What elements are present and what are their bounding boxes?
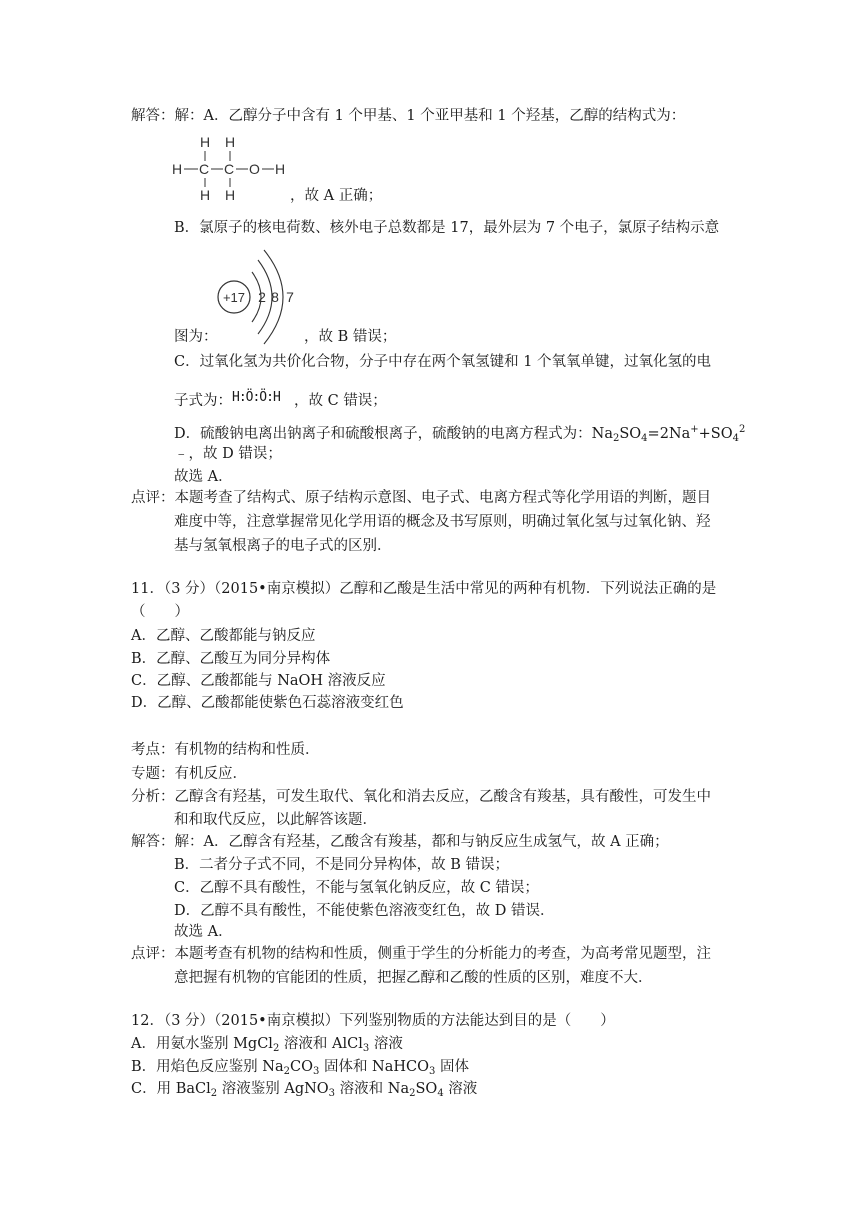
q11-review-line1: 点评：本题考查有机物的结构和性质，侧重于学生的分析能力的考查，为高考常见题型，注: [131, 946, 711, 962]
formula-h-top-2: H: [225, 134, 236, 150]
s10-answer-choice: 故选 A．: [174, 469, 233, 485]
q11-review-line2: 意把握有机物的官能团的性质，把握乙醇和乙酸的性质的区别，难度不大．: [174, 970, 653, 986]
formula-h-top-1: H: [200, 134, 211, 150]
q11-option-b: B．乙醇、乙酸互为同分异构体: [131, 651, 331, 667]
q11-stem: 11．（3 分）（2015•南京模拟）乙醇和乙酸是生活中常见的两种有机物．下列说法正确的是: [131, 581, 717, 597]
s10-answer-b-conclusion: ，故 B 错误；: [304, 329, 397, 345]
s10-answer-d-text: D．硫酸钠电离出钠离子和硫酸根离子，硫酸钠的电离方程式为：: [174, 426, 592, 442]
shell-electrons-2: 8: [271, 289, 279, 305]
s10-answer-c-line1: C．过氧化氢为共价化合物，分子中存在两个氧氢键和 1 个氧氧单键，过氧化氢的电: [174, 354, 712, 370]
s10-answer-c-conclusion: ，故 C 错误；: [294, 393, 387, 409]
q12-stem: 12．（3 分）（2015•南京模拟）下列鉴别物质的方法能达到目的是（ ）: [131, 1013, 615, 1029]
q11-kaodian: 考点：有机物的结构和性质．: [131, 742, 320, 758]
q11-option-a: A．乙醇、乙酸都能与钠反应: [131, 628, 316, 644]
q11-zhuanti: 专题：有机反应．: [131, 766, 247, 782]
shell-electrons-3: 7: [286, 289, 294, 305]
s10-answer-b-prefix: 图为：: [174, 329, 218, 345]
q11-solution-line4: D．乙醇不具有酸性，不能使紫色溶液变红色，故 D 错误．: [174, 903, 555, 919]
q11-solution-choice: 故选 A．: [174, 924, 233, 940]
q11-solution-line2: B．二者分子式不同，不是同分异构体，故 B 错误；: [174, 857, 510, 873]
s10-review-line2: 难度中等，注意掌握常见化学用语的概念及书写原则，明确过氧化氢与过氧化钠、羟: [174, 514, 711, 530]
s10-answer-d-line1: [174, 424, 745, 444]
s10-review-line1: 点评：本题考查了结构式、原子结构示意图、电子式、电离方程式等化学用语的判断，题目: [131, 490, 711, 506]
s10-answer-b-line1: B．氯原子的核电荷数、核外电子总数都是 17，最外层为 7 个电子，氯原子结构示意: [174, 220, 720, 236]
formula-h-bottom-2: H: [225, 187, 236, 202]
q12-option-c: C．用 BaCl$_2$ 溶液鉴别 AgNO$_3$ 溶液和 $Na_2SO_4$ 溶液: [131, 1081, 478, 1099]
formula-c-1: C: [199, 161, 210, 177]
s10-answer-a-conclusion: ，故 A 正确；: [290, 188, 383, 204]
q12-option-a: A．用氨水鉴别 MgCl$_2$ 溶液和 AlCl$_3$ 溶液: [131, 1036, 403, 1054]
formula-o: O: [249, 161, 260, 177]
formula-h-left: H: [172, 161, 183, 177]
hydrogen-peroxide-electron-formula: H:Ö:Ö:H: [232, 390, 280, 405]
q11-option-d: D．乙醇、乙酸都能使紫色石蕊溶液变红色: [131, 695, 404, 711]
q12-option-b: B．用焰色反应鉴别 $Na_2CO_3$ 固体和 NaHCO$_3$ 固体: [131, 1059, 470, 1077]
formula-h-bottom-1: H: [200, 187, 211, 202]
s10-answer-a-intro: 解答：解：A．乙醇分子中含有 1 个甲基、1 个亚甲基和 1 个羟基，乙醇的结构式为：: [131, 108, 686, 124]
q11-option-c: C．乙醇、乙酸都能与 NaOH 溶液反应: [131, 673, 386, 689]
formula-h-right: H: [275, 161, 286, 177]
shell-electrons-1: 2: [258, 289, 266, 305]
formula-c-2: C: [224, 161, 235, 177]
sodium-sulfate-ionization-equation: $Na_2SO_4=2Na^++SO_4^2$: [591, 424, 746, 444]
s10-review-line3: 基与氢氧根离子的电子式的区别．: [174, 538, 392, 554]
s10-answer-c-prefix: 子式为：: [174, 393, 232, 409]
q11-solution-line1: 解答：解：A．乙醇含有羟基，乙酸含有羧基，都和与钠反应生成氢气，故 A 正确；: [131, 834, 669, 850]
ethanol-structural-formula: [170, 132, 290, 202]
q11-analysis-line1: 分析：乙醇含有羟基，可发生取代、氧化和消去反应，乙酸含有羧基，具有酸性，可发生中: [131, 789, 711, 805]
q11-analysis-line2: 和和取代反应，以此解答该题．: [174, 812, 377, 828]
q11-answer-blank: （ ）: [131, 604, 189, 620]
q11-solution-line3: C．乙醇不具有酸性，不能与氢氧化钠反应，故 C 错误；: [174, 880, 539, 896]
nucleus-charge: +17: [222, 290, 246, 305]
s10-answer-d-line2: ﹣，故 D 错误；: [174, 446, 282, 462]
